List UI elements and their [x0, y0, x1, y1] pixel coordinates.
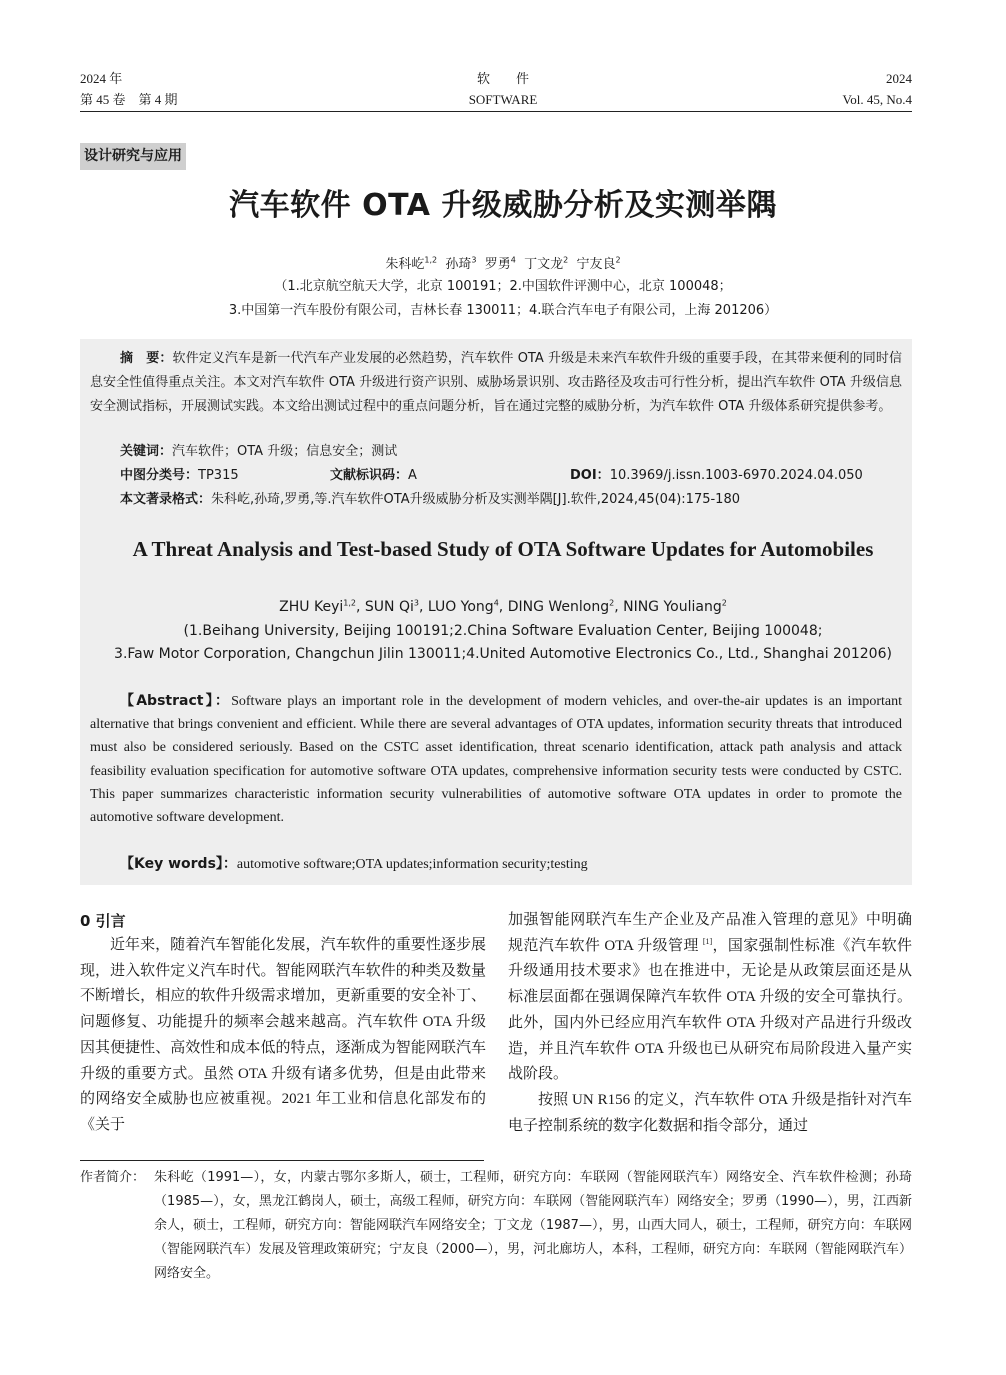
affiliation-en-line-2: 3.Faw Motor Corporation, Changchun Jilin 130011;4.United Automotive Electronics Co., Ltd., Shanghai 201206) — [114, 646, 892, 662]
header-volume-cn: 第 45 卷 第 4 期 — [80, 92, 178, 107]
body-right-para-2: 按照 UN R156 的定义，汽车软件 OTA 升级是指针对汽车电子控制系统的数字化数据和指令部分，通过 — [508, 1091, 912, 1134]
doi — [570, 464, 863, 488]
authors-en: ZHU Keyi$^{1,2}$, SUN Qi$^3$, LUO Yong$^4$, DING Wenlong$^2$, NING Youliang$^2$ — [279, 598, 727, 615]
body-left-column: 近年来，随着汽车智能化发展，汽车软件的重要性逐步展现，进入软件定义汽车时代。智能网联汽车软件的种类及数量不断增长，相应的软件升级需求增加，更新重要的安全补丁、问题修复、功能提升的频率会越来越高。汽车软件 OTA 升级因其便捷性、高效性和成本低的特点，逐渐成为智能网联汽车升级的重要方式。虽然 OTA 升级有诸多优势，但是由此带来的网络安全威胁也应被重视。2021 年工业和信息化部发布的《关于 — [80, 937, 486, 1133]
footnote-rule — [80, 1160, 484, 1161]
journal-name-en: SOFTWARE — [468, 92, 538, 107]
affiliation-cn-line-2: 3.中国第一汽车股份有限公司，吉林长春 130011；4.联合汽车电子有限公司，上海 201206） — [228, 303, 778, 318]
title-en: A Threat Analysis and Test-based Study of OTA Software Updates for Automobiles — [132, 537, 874, 561]
header-volume-en: Vol. 45, No.4 — [842, 92, 912, 107]
doi-value: 10.3969/j.issn.1003-6970.2024.04.050 — [609, 468, 863, 483]
header-right — [843, 68, 912, 110]
keywords-en-text: automotive software;OTA updates;information security;testing — [236, 857, 588, 872]
authors-cn — [0, 254, 1006, 276]
citation-label: 本文著录格式： — [120, 492, 212, 507]
author-en: LUO Yong — [427, 599, 494, 615]
author-en: NING Youliang — [623, 599, 722, 615]
citation-format — [120, 488, 910, 512]
clc-label: 中图分类号： — [120, 468, 199, 483]
author-note — [80, 1166, 912, 1286]
section-heading: 0 引言 — [80, 912, 126, 930]
keywords-cn-label: 关键词： — [120, 444, 173, 459]
affiliation-en-line-1: (1.Beihang University, Beijing 100191;2.China Software Evaluation Center, Beijing 100048; — [183, 623, 823, 639]
author-en-sup: 4 — [493, 598, 499, 608]
author-en-sup: 2 — [609, 598, 615, 608]
author-en-sup: 1,2 — [343, 598, 356, 608]
body-right-para-1b: ，国家强制性标准《汽车软件升级通用技术要求》也在推进中，无论是从政策层面还是从标准层面都在强调保障汽车软件 OTA 升级的安全可靠执行。此外，国内外已经应用汽车软件 OTA 升级对产品进行升级改造，并且汽车软件 OTA 升级也已从研究布局阶段进入量产实战阶段。 — [508, 937, 912, 1083]
author-cn-sup: 1,2 — [424, 255, 438, 265]
header-year-cn: 2024 年 — [80, 71, 123, 86]
author-cn-sup: 2 — [615, 255, 621, 265]
author-en: SUN Qi — [364, 599, 414, 615]
abstract-en — [90, 690, 902, 829]
body-right-column — [508, 908, 912, 1139]
author-cn-sup: 3 — [471, 255, 477, 265]
keywords-en-label: 【Key words】： — [120, 856, 237, 872]
keywords-en — [120, 852, 588, 877]
abstract-cn-label: 摘 要： — [120, 351, 173, 366]
author-cn-sup: 2 — [563, 255, 569, 265]
reference-1[interactable]: [1] — [702, 936, 713, 946]
citation-text: 朱科屹,孙琦,罗勇,等.汽车软件OTA升级威胁分析及实测举隅[J].软件,2024,45(04):175-180 — [211, 492, 740, 507]
author-note-label: 作者简介： — [80, 1170, 146, 1185]
author-cn: 罗勇 — [484, 257, 511, 272]
abstract-cn — [90, 347, 902, 419]
doccode-label: 文献标识码： — [330, 468, 409, 483]
abstract-cn-text: 软件定义汽车是新一代汽车产业发展的必然趋势，汽车软件 OTA 升级是未来汽车软件升级的重要手段，在其带来便利的同时信息安全性值得重点关注。本文对汽车软件 OTA 升级进行资产识别、威胁场景识别、攻击路径及攻击可行性分析，提出汽车软件 OTA 升级信息安全测试指标，开展测试实践。本文给出测试过程中的重点问题分析，旨在通过完整的威胁分析，为汽车软件 OTA 升级体系研究提供参考。 — [90, 351, 902, 414]
doi-label: DOI： — [570, 468, 610, 483]
title-cn: 汽车软件 OTA 升级威胁分析及实测举隅 — [229, 188, 777, 223]
author-en-sup: 3 — [413, 598, 419, 608]
author-cn: 朱科屹 — [385, 257, 425, 272]
doccode-value: A — [408, 468, 417, 483]
section-tag: 设计研究与应用 — [80, 143, 186, 170]
affiliation-cn-line-1: （1.北京航空航天大学，北京 100191；2.中国软件评测中心，北京 100048； — [274, 279, 732, 294]
author-cn: 宁友良 — [576, 257, 616, 272]
clc-number — [120, 464, 239, 488]
body-right-para-1a: 加强智能网联汽车生产企业及产品准入管理的意见》中明确规范汽车软件 OTA 升级管理 — [508, 912, 912, 954]
author-note-text: 朱科屹（1991—），女，内蒙古鄂尔多斯人，硕士，工程师，研究方向：车联网（智能网联汽车）网络安全、汽车软件检测；孙琦（1985—），女，黑龙江鹤岗人，硕士，高级工程师，研究方向：车联网（智能网联汽车）网络安全；罗勇（1990—），男，江西新余人，硕士，工程师，研究方向：智能网联汽车网络安全；丁文龙（1987—），男，山西大同人，硕士，工程师，研究方向：车联网（智能网联汽车）发展及管理政策研究；宁友良（2000—），男，河北廊坊人，本科，工程师，研究方向：车联网（智能网联汽车）网络安全。 — [154, 1170, 912, 1281]
clc-value: TP315 — [198, 468, 239, 483]
author-en: DING Wenlong — [507, 599, 610, 615]
document-code — [330, 464, 417, 488]
author-cn: 丁文龙 — [524, 257, 564, 272]
abstract-en-label: 【Abstract】： — [120, 693, 232, 709]
header-center — [403, 68, 603, 110]
keywords-cn-text: 汽车软件；OTA 升级；信息安全；测试 — [172, 444, 398, 459]
header-rule — [80, 111, 912, 112]
author-cn-sup: 4 — [510, 255, 516, 265]
abstract-en-text: Software plays an important role in the development of modern vehicles, and over-the-air updates is an important alternative that brings convenient and efficient. While there are several advantages of OTA updates, information security threats that introduced must also be considered seriously. Based on the CSTC asset identification, threat scenario identification, attack path analysis and attack feasibility evaluation specification for automotive software OTA updates, comprehensive information security tests were conducted by CSTC. This paper summarizes characteristic information security vulnerabilities of automotive software OTA updates in order to promote the automotive software development. — [90, 694, 902, 826]
author-en-sup: 2 — [721, 598, 727, 608]
header-year-en: 2024 — [886, 71, 912, 86]
header-left — [80, 68, 178, 110]
journal-name-cn: 软 件 — [476, 71, 529, 86]
body-right-para-1 — [508, 912, 912, 1082]
keywords-cn — [120, 440, 397, 464]
author-cn: 孙琦 — [445, 257, 472, 272]
author-en: ZHU Keyi — [279, 599, 344, 615]
